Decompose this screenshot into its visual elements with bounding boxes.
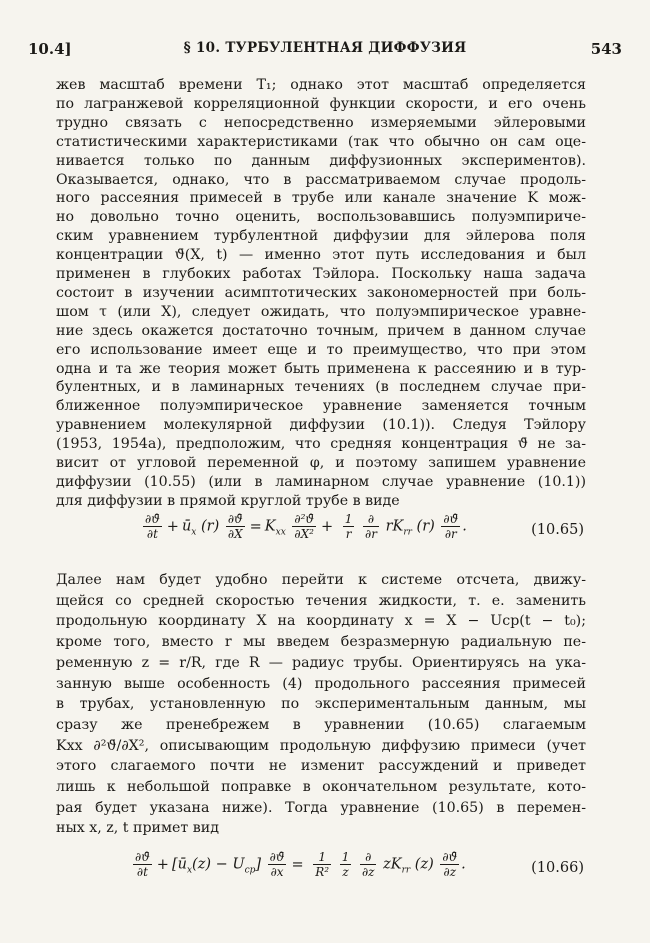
text-line: Kxx ∂²ϑ̄/∂X², описывающим продольную диффузию примеси (учет bbox=[56, 737, 586, 754]
text-line: применен в глубоких работах Тэйлора. Поскольку наша задача bbox=[56, 266, 586, 282]
text-line: ние здесь окажется достаточно точным, причем в данном случае bbox=[56, 322, 586, 339]
text-line: статистическими характеристиками (так что обычно он сам оце- bbox=[56, 133, 586, 150]
running-title: § 10. ТУРБУЛЕНТНАЯ ДИФФУЗИЯ bbox=[183, 40, 467, 56]
text-line: жев масштаб времени T₁; однако этот масштаб определяется bbox=[56, 77, 586, 93]
equation-10-65: $\frac{\partial ϑ̄}{\partial t}$ + $ū_x$ (r) $\frac{\partial ϑ̄}{\partial X}$ = $K_{xx}$ $\frac{\text{∂²ϑ̄}}{\text{∂X²}}$ + $\frac{1}{r}$ $\frac{\partial}{\partial r}$ $rK_{rr}$ (r) $\frac{\partial ϑ̄}{\partial r}$ . (10.65) bbox=[145, 512, 584, 541]
text-line: булентных, и в ламинарных течениях (в последнем случае при- bbox=[56, 379, 586, 396]
text-line: висит от угловой переменной φ, и поэтому запишем уравнение bbox=[56, 455, 586, 471]
text-line: лишь к небольшой поправке в окончательном результате, кото- bbox=[56, 779, 586, 795]
text-line: для диффузии в прямой круглой трубе в виде bbox=[56, 492, 400, 509]
text-line: шом τ (или X), следует ожидать, что полуэмпирическое уравне- bbox=[56, 303, 586, 320]
page-number: 543 bbox=[590, 40, 622, 58]
text-line: диффузии (10.55) (или в ламинарном случае уравнение (10.1)) bbox=[56, 473, 586, 490]
text-line: нивается только по данным диффузионных экспериментов). bbox=[56, 152, 586, 169]
text-line: ременную z = r/R, где R — радиус трубы. Ориентируясь на ука- bbox=[56, 654, 586, 671]
text-line: его использование имеет еще и то преимущество, что при этом bbox=[56, 341, 586, 358]
text-line: состоит в изучении асимптотических закономерностей при боль- bbox=[56, 284, 586, 301]
text-line: занную выше особенность (4) продольного рассеяния примесей bbox=[56, 675, 586, 692]
text-line: концентрации ϑ̄(X, t) — именно этот путь исследования и был bbox=[56, 247, 586, 264]
text-line: ским уравнением турбулентной диффузии для эйлерова поля bbox=[56, 228, 586, 245]
text-line: продольную координату X на координату x = X − Uср(t − t₀); bbox=[56, 613, 586, 630]
text-line: одна и та же теория может быть применена к рассеянию и в тур- bbox=[56, 360, 586, 377]
running-header bbox=[28, 40, 622, 62]
text-line: рая будет указана ниже). Тогда уравнение (10.65) в перемен- bbox=[56, 799, 586, 816]
text-line: ных x, z, t примет вид bbox=[56, 820, 219, 837]
equation-number: (10.65) bbox=[531, 522, 584, 538]
text-line: ного рассеяния примесей в трубе или канале значение K мож- bbox=[56, 190, 586, 207]
text-line: щейся со средней скоростью течения жидкости, т. е. заменить bbox=[56, 592, 586, 609]
text-line: но довольно точно оценить, воспользовавшись полуэмпириче- bbox=[56, 209, 586, 226]
text-line: этого слагаемого почти не изменит рассуждений и приведет bbox=[56, 758, 586, 775]
equation-number: (10.66) bbox=[531, 860, 584, 876]
text-line: Далее нам будет удобно перейти к системе отсчета, движу- bbox=[56, 572, 586, 588]
text-line: ближенное полуэмпирическое уравнение заменяется точным bbox=[56, 398, 586, 415]
text-line: Оказывается, однако, что в рассматриваемом случае продоль- bbox=[56, 171, 586, 188]
equation-10-66: $\frac{\partial ϑ̄}{\partial t}$ + $[ū_x(z) - U_{ср}]$ $\frac{\partial ϑ̄}{\partial x}$ = $\frac{1}{\text{R²}}$ $\frac{1}{z}$ $\frac{\partial}{\partial z}$ $zK_{rr}$ (z) $\frac{\partial ϑ̄}{\partial z}$ . (10.66) bbox=[135, 850, 584, 879]
text-line: сразу же пренебрежем в уравнении (10.65) слагаемым bbox=[56, 716, 586, 733]
text-line: (1953, 1954а), предположим, что средняя концентрация ϑ̄ не за- bbox=[56, 436, 586, 453]
text-line: в трубах, установленную по экспериментальным данным, мы bbox=[56, 696, 586, 713]
text-line: уравнением молекулярной диффузии (10.1)). Следуя Тэйлору bbox=[56, 417, 586, 434]
section-number: 10.4] bbox=[28, 40, 72, 58]
text-line: по лагранжевой корреляционной функции скорости, и его очень bbox=[56, 95, 586, 112]
text-line: кроме того, вместо r мы введем безразмерную радиальную пе- bbox=[56, 634, 586, 651]
text-line: трудно связать с непосредственно измеряемыми эйлеровыми bbox=[56, 114, 586, 131]
